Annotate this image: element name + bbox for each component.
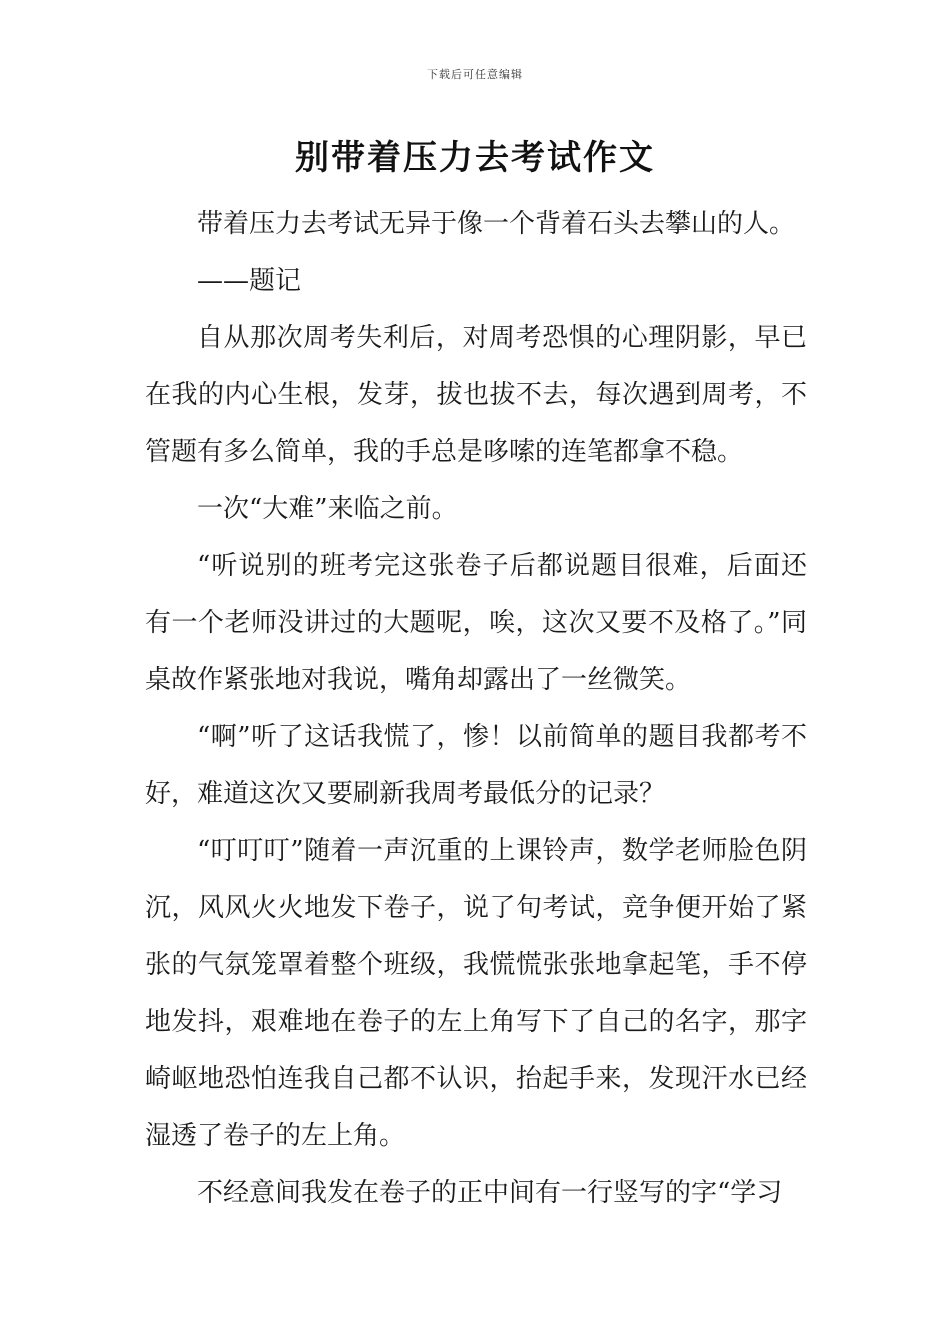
paragraph: 不经意间我发在卷子的正中间有一行竖写的字“学习	[197, 1178, 783, 1208]
paragraph: “听说别的班考完这张卷子后都说题目很难，后面还有一个老师没讲过的大题呢，唉，这次又要不及格了。”同桌故作紧张地对我说，嘴角却露出了一丝微笑。	[145, 551, 807, 695]
paragraph: “啊”听了这话我慌了，惨！以前简单的题目我都考不好，难道这次又要刷新我周考最低分的记录？	[145, 722, 807, 809]
paragraph: 带着压力去考试无异于像一个背着石头去攀山的人。	[197, 209, 796, 239]
document-title: 别带着压力去考试作文	[295, 138, 655, 178]
paragraph: ——题记	[197, 266, 302, 296]
paragraph: 一次“大难”来临之前。	[197, 494, 458, 524]
header-note: 下载后可任意编辑	[427, 68, 523, 81]
paragraph: “叮叮叮”随着一声沉重的上课铃声，数学老师脸色阴沉，风风火火地发下卷子，说了句考试，竞争便开始了紧张的气氛笼罩着整个班级，我慌慌张张地拿起笔，手不停地发抖，艰难地在卷子的左上角写下了自己的名字，那字崎岖地恐怕连我自己都不认识，抬起手来，发现汗水已经湿透了卷子的左上角。	[145, 836, 807, 1151]
paragraph: 自从那次周考失利后，对周考恐惧的心理阴影，早已在我的内心生根，发芽，拔也拔不去，每次遇到周考，不管题有多么简单，我的手总是哆嗦的连笔都拿不稳。	[145, 323, 807, 467]
document-body	[145, 196, 807, 1222]
